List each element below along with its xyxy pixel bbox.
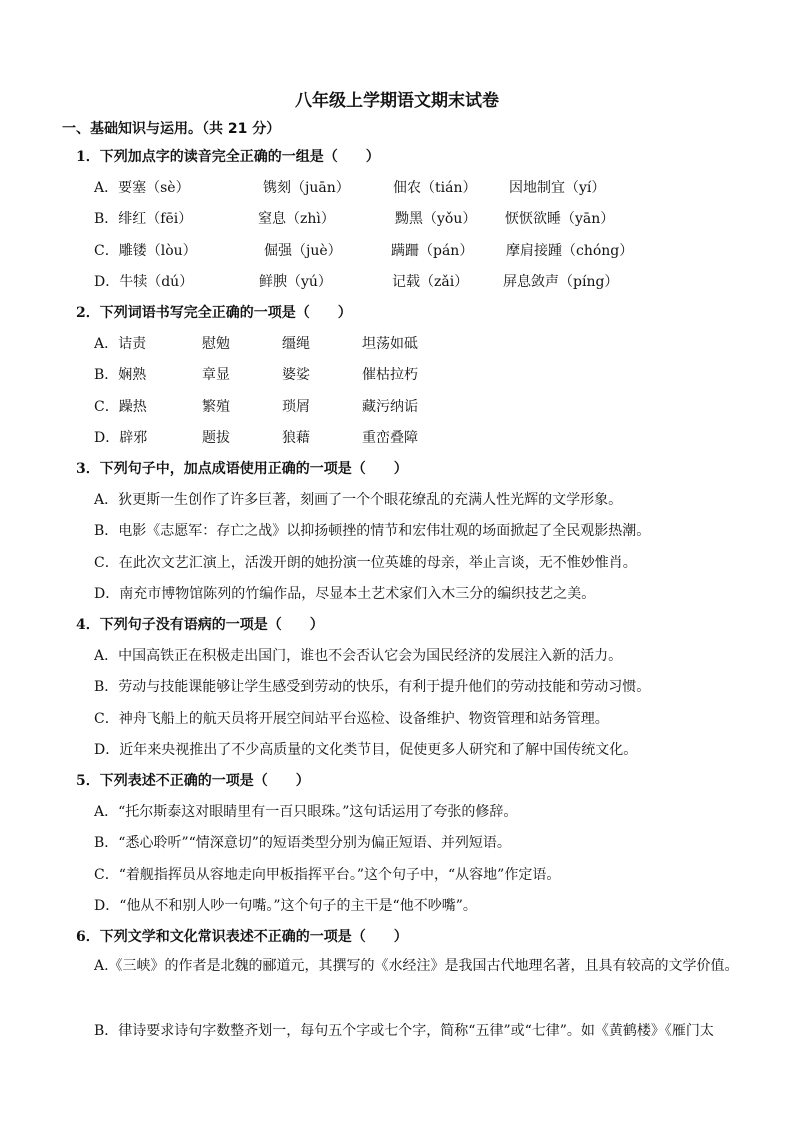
question-6-option-a: A.《三峡》的作者是北魏的郦道元，其撰写的《水经注》是我国古代地理名著，且具有较高的文学价值。 <box>94 958 739 974</box>
question-5-option-b: B．“悉心聆听”“情深意切”的短语类型分别为偏正短语、并列短语。 <box>94 835 511 851</box>
option-cell: 倔强（juè） <box>264 243 342 259</box>
option-cell: B．娴熟 <box>94 367 147 383</box>
question-6-stem: 6．下列文学和文化常识表述不正确的一项是（ ） <box>76 929 408 945</box>
question-5-stem: 5．下列表述不正确的一项是（ ） <box>76 773 310 789</box>
option-cell: 鲜腴（yú） <box>259 274 332 290</box>
question-5-option-d: D．“他从不和别人吵一句嘴。”这个句子的主干是“他不吵嘴”。 <box>94 898 477 914</box>
option-cell: 屏息敛声（píng） <box>503 274 619 290</box>
question-2-stem: 2．下列词语书写完全正确的一项是（ ） <box>76 305 352 321</box>
question-4-stem: 4．下列句子没有语病的一项是（ ） <box>76 617 324 633</box>
option-cell: C．雕镂（lòu） <box>94 243 197 259</box>
option-cell: 婆娑 <box>282 367 310 383</box>
question-4-option-b: B．劳动与技能课能够让学生感受到劳动的快乐，有利于提升他们的劳动技能和劳动习惯。 <box>94 679 651 695</box>
question-5-option-a: A．“托尔斯泰这对眼睛里有一百只眼珠。”这句话运用了夸张的修辞。 <box>94 804 518 820</box>
question-4-option-c: C．神舟飞船上的航天员将开展空间站平台巡检、设备维护、物资管理和站务管理。 <box>94 711 609 727</box>
question-5-option-c: C．“着舰指挥员从容地走向甲板指挥平台。”这个句子中，“从容地”作定语。 <box>94 867 561 883</box>
option-cell: 因地制宜（yí） <box>509 180 606 196</box>
option-cell: 记载（zǎi） <box>392 274 469 290</box>
option-cell: D．辟邪 <box>94 430 148 446</box>
option-cell: 章显 <box>202 367 230 383</box>
option-cell: 蹒跚（pán） <box>391 243 474 259</box>
option-cell: 摩肩接踵（chóng） <box>506 243 634 259</box>
question-1-stem: 1．下列加点字的读音完全正确的一组是（ ） <box>76 149 380 165</box>
option-cell: 黝黑（yǒu） <box>395 211 477 227</box>
section-heading: 一、基础知识与运用。（共 21 分） <box>62 121 281 137</box>
option-cell: 琐屑 <box>282 399 310 415</box>
question-3-stem: 3．下列句子中，加点成语使用正确的一项是（ ） <box>76 461 408 477</box>
option-cell: 缰绳 <box>282 336 310 352</box>
option-cell: 题拔 <box>202 430 230 446</box>
question-4-option-a: A．中国高铁正在积极走出国门，谁也不会否认它会为国民经济的发展注入新的活力。 <box>94 648 623 664</box>
question-3-option-d: D．南充市博物馆陈列的竹编作品，尽显本土艺术家们入木三分的编织技艺之美。 <box>94 586 596 602</box>
option-cell: 慰勉 <box>202 336 230 352</box>
question-3-option-b: B．电影《志愿军：存亡之战》以抑扬顿挫的情节和宏伟壮观的场面掀起了全民观影热潮。 <box>94 523 651 539</box>
option-cell: A．诘责 <box>94 336 147 352</box>
option-cell: 坦荡如砥 <box>362 336 418 352</box>
option-cell: 镌刻（juān） <box>263 180 350 196</box>
option-cell: A．要塞（sè） <box>94 180 190 196</box>
page-title: 八年级上学期语文期末试卷 <box>295 91 499 111</box>
option-cell: 重峦叠障 <box>362 430 418 446</box>
option-cell: 催枯拉朽 <box>362 367 418 383</box>
question-3-option-c: C．在此次文艺汇演上，活泼开朗的她扮演一位英雄的母亲，举止言谈，无不惟妙惟肖。 <box>94 555 637 571</box>
option-cell: 窒息（zhì） <box>258 211 335 227</box>
option-cell: 狼藉 <box>282 430 310 446</box>
question-4-option-d: D．近年来央视推出了不少高质量的文化类节目，促使更多人研究和了解中国传统文化。 <box>94 742 638 758</box>
option-cell: 佃农（tián） <box>393 180 477 196</box>
option-cell: B．绯红（fēi） <box>94 211 193 227</box>
option-cell: 繁殖 <box>202 399 230 415</box>
option-cell: C．躁热 <box>94 399 147 415</box>
question-6-option-b: B．律诗要求诗句字数整齐划一，每句五个字或七个字，简称“五律”或“七律”。如《黄鹤楼》《雁门太 <box>94 1023 714 1039</box>
option-cell: 恹恹欲睡（yān） <box>505 211 615 227</box>
option-cell: D．牛犊（dú） <box>94 274 194 290</box>
option-cell: 藏污纳诟 <box>362 399 418 415</box>
question-3-option-a: A．狄更斯一生创作了许多巨著，刻画了一个个眼花缭乱的充满人性光辉的文学形象。 <box>94 492 623 508</box>
